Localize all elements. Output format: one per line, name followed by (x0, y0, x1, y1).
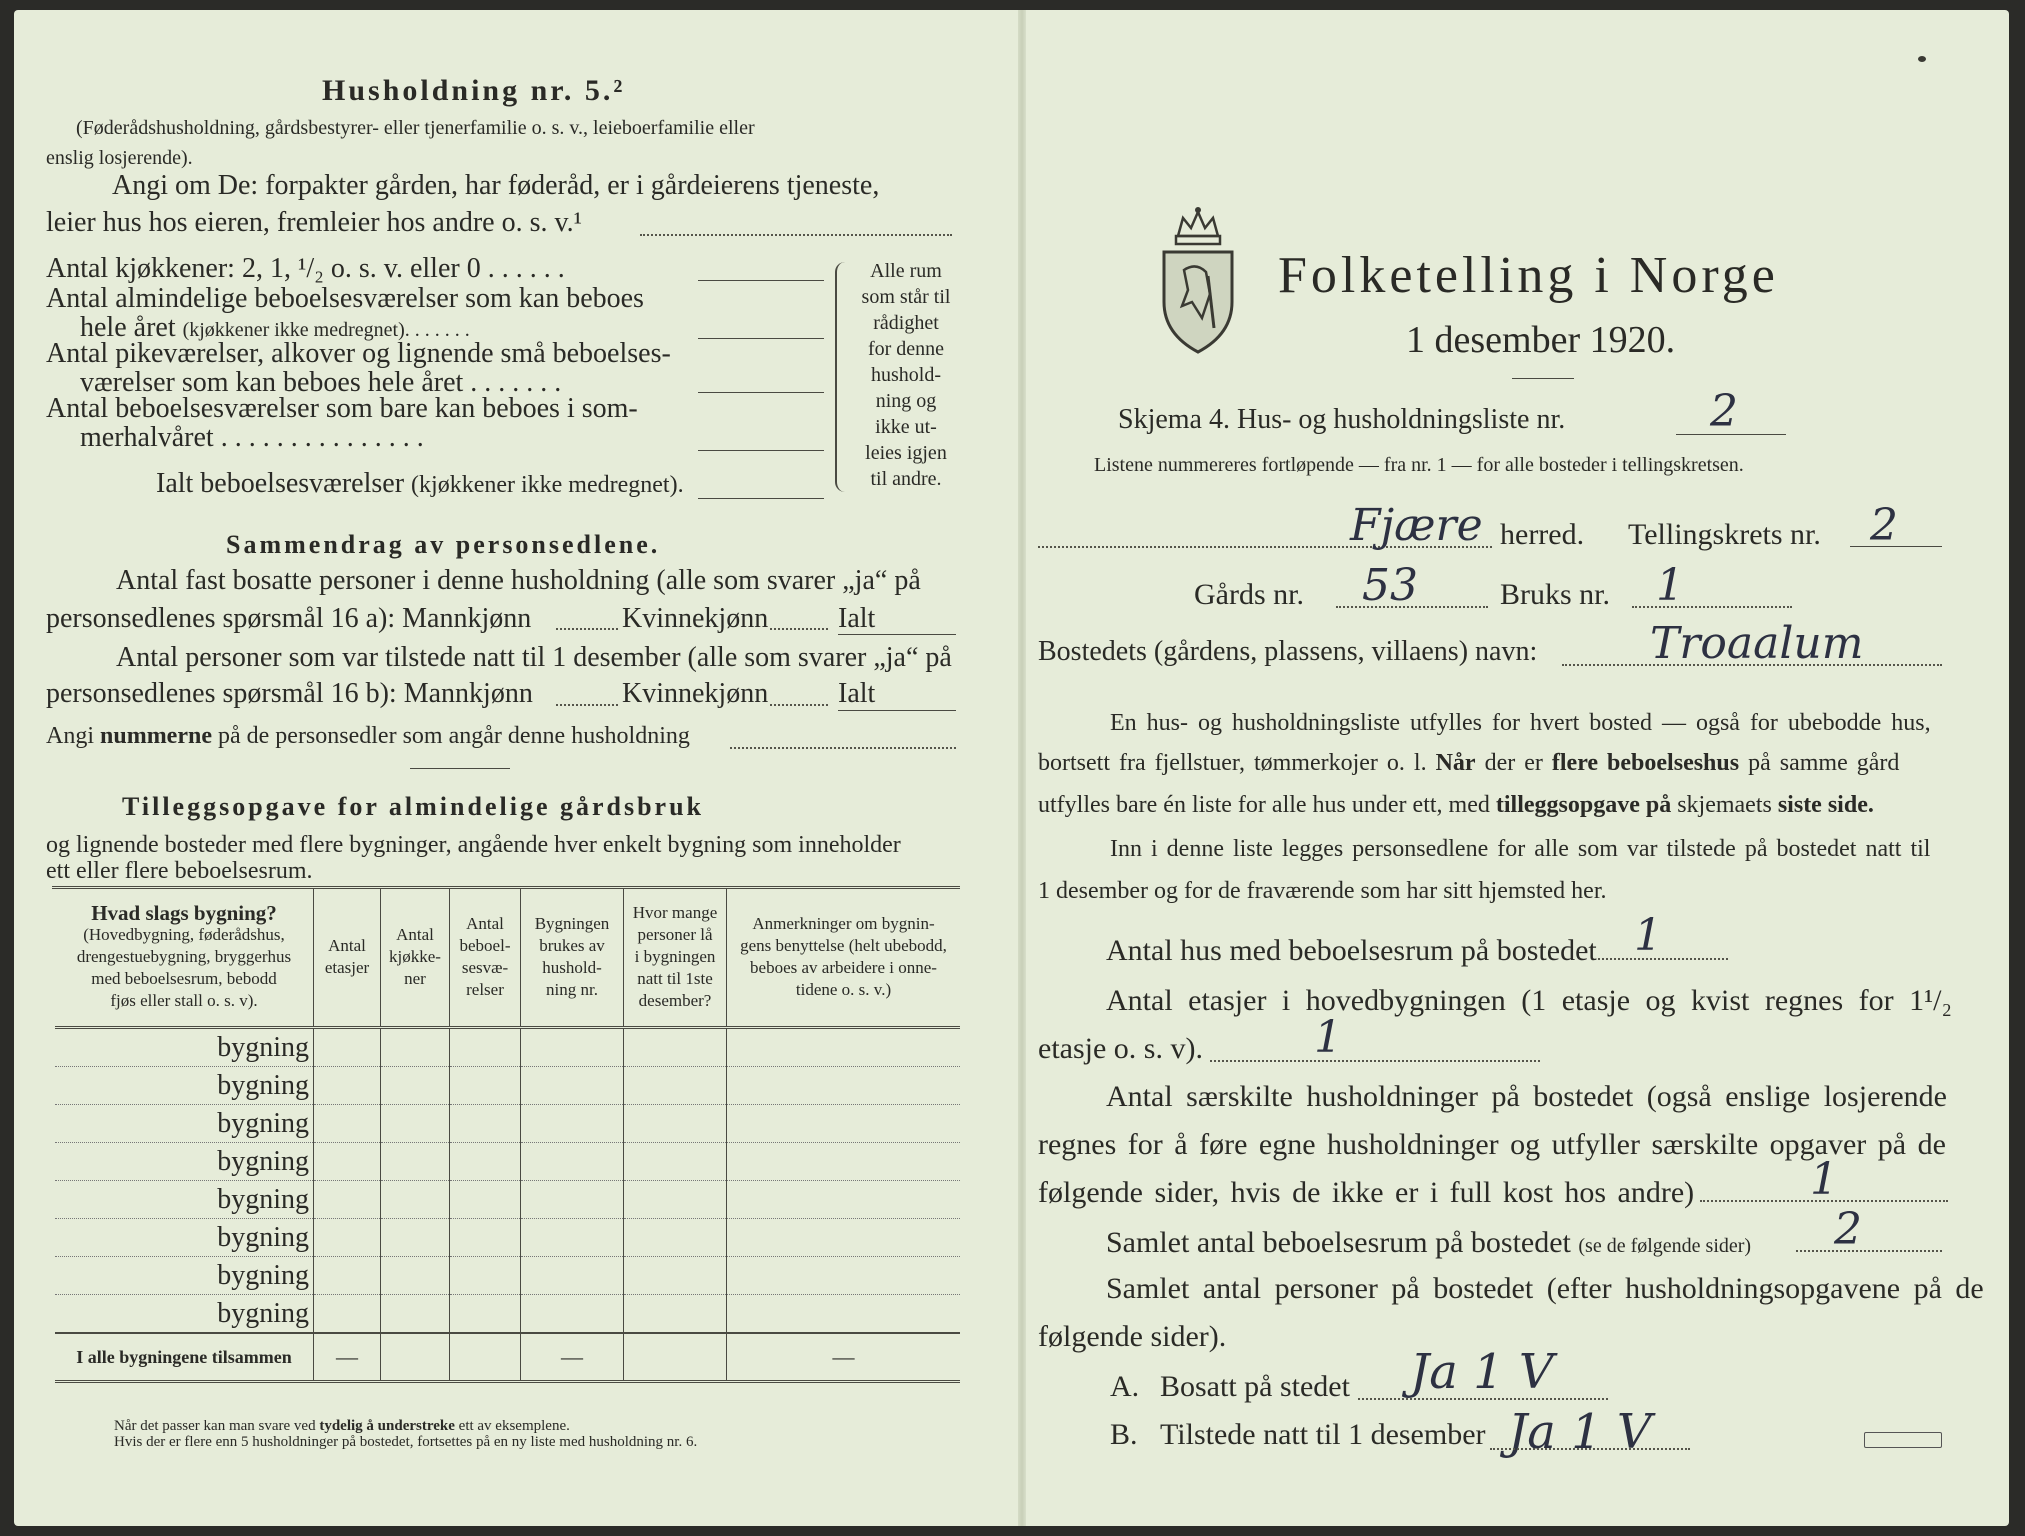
small-rooms-answer[interactable] (698, 392, 824, 393)
q-a-letter: A. (1110, 1370, 1140, 1403)
female-label-2: Kvinnekjønn (622, 678, 769, 709)
herred-label: herred. (1500, 518, 1585, 551)
q-persons-label-2: følgende sider). (1038, 1320, 1227, 1353)
q-rooms-value[interactable]: 2 (1834, 1204, 1862, 1255)
summary-line-4: personsedlenes spørsmål 16 b): Mannkjønn (46, 678, 533, 709)
gards-value[interactable]: 53 (1362, 560, 1418, 611)
table-row[interactable] (55, 1067, 960, 1105)
title-rule (1512, 378, 1574, 379)
row-label: bygning (55, 1257, 314, 1295)
q-households-label-2: regnes for å føre egne husholdninger og utfyller særskilte opgaver på de (1038, 1128, 1946, 1161)
male-resident-field[interactable] (556, 628, 618, 630)
angi-line-2: leier hus hos eieren, fremleier hos andre o. s. v.¹ (46, 207, 583, 238)
bostedet-label: Bostedets (gårdens, plassens, villaens) navn: (1038, 636, 1538, 667)
q-b-letter: B. (1110, 1418, 1138, 1451)
table-row[interactable] (55, 1143, 960, 1181)
q-b-label: Tilstede natt til 1 desember (1160, 1418, 1486, 1451)
form-date: 1 desember 1920. (1406, 319, 1676, 361)
household-title: Husholdning nr. 5.² (322, 74, 626, 107)
tellingskrets-line (1850, 546, 1942, 547)
bruks-label: Bruks nr. (1500, 578, 1611, 611)
total-label-1: Ialt (838, 603, 876, 634)
summer-rooms-label-2: merhalvåret . . . . . . . . . . . . . . . (80, 422, 424, 453)
rooms-label-2: hele året (kjøkkener ikke medregnet). . . . . . . (80, 312, 470, 343)
table-row[interactable] (55, 1181, 960, 1219)
table-row[interactable] (55, 1219, 960, 1257)
instr-line-3: utfylles bare én liste for alle hus under ett, med tilleggsopgave på skjemaets siste side. (1038, 792, 1874, 818)
brace (835, 262, 849, 492)
rooms-answer[interactable] (698, 338, 824, 339)
small-rooms-label-2: værelser som kan beboes hele året . . . . . . . (80, 367, 562, 398)
footnote-1: Når det passer kan man svare ved tydelig å understreke ett av eksemplene. (114, 1418, 570, 1434)
q-a-value[interactable]: Ja 1 V (1410, 1344, 1554, 1400)
row-label: bygning (55, 1067, 314, 1105)
summary-line-1: Antal fast bosatte personer i denne husholdning (alle som svarer „ja“ på (116, 565, 921, 596)
kitchens-answer[interactable] (698, 280, 824, 281)
total-rooms-label: Ialt beboelsesværelser (kjøkkener ikke medregnet). (156, 468, 684, 499)
total-floors-dash: — (314, 1333, 381, 1382)
total-row (55, 1333, 960, 1382)
instr-line-5: 1 desember og for de fraværende som har sitt hjemsted her. (1038, 878, 1607, 904)
row-label: bygning (55, 1219, 314, 1257)
bruks-line (1632, 606, 1792, 608)
norway-coat-of-arms-icon (1158, 206, 1238, 354)
printer-stamp (1864, 1432, 1942, 1448)
bostedet-line (1562, 664, 1942, 666)
list-number-value[interactable]: 2 (1710, 386, 1738, 437)
table-row[interactable] (55, 1028, 960, 1067)
total-remarks-dash: — (727, 1333, 961, 1382)
supplement-heading: Tilleggsopgave for almindelige gårdsbruk (122, 792, 705, 821)
col-rooms: Antal beboel- sesvæ- relser (450, 888, 521, 1028)
instr-line-4: Inn i denne liste legges personsedlene for alle som var tilstede på bostedet natt til (1110, 836, 1931, 862)
q-rooms-line (1796, 1250, 1942, 1252)
female-label-1: Kvinnekjønn (622, 603, 769, 634)
q-floors-value[interactable]: 1 (1314, 1012, 1342, 1063)
q-households-line (1700, 1200, 1948, 1202)
numbers-line: Angi nummerne på de personsedler som angår denne husholdning (46, 723, 690, 749)
gards-label: Gårds nr. (1194, 578, 1304, 611)
instr-line-2: bortsett fra fjellstuer, tømmerkojer o. l. Når der er flere beboelseshus på samme gård (1038, 750, 1900, 776)
q-houses-label: Antal hus med beboelsesrum på bostedet (1106, 934, 1597, 967)
ink-spot (1918, 56, 1926, 62)
row-label: bygning (55, 1105, 314, 1143)
q-households-label-1: Antal særskilte husholdninger på bostedet (også enslige losjerende (1106, 1080, 1947, 1113)
tellingskrets-label: Tellingskrets nr. (1628, 518, 1821, 551)
herred-value[interactable]: Fjære (1350, 500, 1483, 551)
q-rooms-label: Samlet antal beboelsesrum på bostedet (se de følgende sider) (1106, 1226, 1752, 1259)
col-household-nr: Bygningen brukes av hushold- ning nr. (521, 888, 624, 1028)
row-label: bygning (55, 1181, 314, 1219)
supplement-text-2: ett eller flere beboelsesrum. (46, 858, 313, 884)
gards-line (1336, 606, 1488, 608)
total-rooms-answer[interactable] (698, 498, 824, 499)
summary-line-2: personsedlenes spørsmål 16 a): Mannkjønn (46, 603, 532, 634)
skjema-label: Skjema 4. Hus- og husholdningsliste nr. (1118, 404, 1566, 435)
total-row-label: I alle bygningene tilsammen (55, 1333, 314, 1382)
buildings-table (55, 888, 960, 1383)
q-floors-label-2: etasje o. s. v). (1038, 1032, 1203, 1065)
angi-line-1: Angi om De: forpakter gården, har føderåd, er i gårdeierens tjeneste, (112, 170, 880, 201)
rooms-label-1: Antal almindelige beboelsesværelser som kan beboes (46, 283, 644, 314)
table-top-rule (52, 886, 960, 889)
table-row[interactable] (55, 1295, 960, 1334)
total-label-2: Ialt (838, 678, 876, 709)
tellingskrets-value[interactable]: 2 (1870, 500, 1898, 551)
q-floors-label-1: Antal etasjer i hovedbygningen (1 etasje og kvist regnes for 1¹/₂ (1106, 984, 1952, 1017)
table-row[interactable] (55, 1105, 960, 1143)
q-a-label: Bosatt på stedet (1160, 1370, 1350, 1403)
total-resident-field[interactable] (838, 634, 956, 635)
female-present-field[interactable] (770, 704, 828, 706)
list-number-line (1676, 434, 1786, 435)
q-a-line (1358, 1398, 1608, 1400)
side-note: Alle rum som står til rådighet for denne hushold- ning og ikke ut- leies igjen til andre. (861, 260, 951, 490)
row-label: bygning (55, 1028, 314, 1067)
col-remarks: Anmerkninger om bygnin- gens benyttelse (helt ubebodd, beboes av arbeidere i onne- tidene o. s. v.) (727, 888, 961, 1028)
summary-heading: Sammendrag av personsedlene. (226, 530, 661, 559)
q-persons-label-1: Samlet antal personer på bostedet (efter husholdningsopgavene på de (1106, 1272, 1984, 1305)
q-households-label-3: følgende sider, hvis de ikke er i full kost hos andre) (1038, 1176, 1695, 1209)
total-household-dash: — (521, 1333, 624, 1382)
household-intro-2: enslig losjerende). (46, 147, 193, 169)
male-present-field[interactable] (556, 704, 618, 706)
col-kitchens: Antal kjøkke- ner (381, 888, 450, 1028)
page-fold (1018, 10, 1026, 1526)
summary-line-3: Antal personer som var tilstede natt til 1 desember (alle som svarer „ja“ på (116, 642, 952, 673)
col-building-type: Hvad slags bygning? (Hovedbygning, føderådshus, drengestuebygning, bryggerhus med beboelsesrum, bebodd fjøs eller stall o. s. v). (55, 888, 314, 1028)
form-title: Folketelling i Norge (1278, 247, 1779, 304)
table-row[interactable] (55, 1257, 960, 1295)
separator-left (410, 768, 510, 769)
summer-rooms-label-1: Antal beboelsesværelser som bare kan beboes i som- (46, 393, 638, 424)
row-label: bygning (55, 1143, 314, 1181)
bruks-value[interactable]: 1 (1656, 560, 1684, 611)
col-persons: Hvor mange personer lå i bygningen natt til 1ste desember? (624, 888, 727, 1028)
numbers-field[interactable] (730, 747, 956, 749)
angi-answer-line[interactable] (640, 234, 952, 236)
small-rooms-label-1: Antal pikeværelser, alkover og lignende små beboelses- (46, 338, 671, 369)
numbering-note: Listene nummereres fortløpende — fra nr. 1 — for alle bosteder i tellingskretsen. (1094, 454, 1744, 476)
bostedet-value[interactable]: Troaalum (1650, 618, 1864, 669)
supplement-text-1: og lignende bosteder med flere bygninger, angående hver enkelt bygning som inneholder (46, 832, 901, 858)
kitchens-label: Antal kjøkkener: 2, 1, ¹/₂ o. s. v. eller 0 . . . . . . (46, 253, 565, 284)
q-b-value[interactable]: Ja 1 V (1508, 1404, 1652, 1460)
q-b-line (1490, 1448, 1690, 1450)
summer-rooms-answer[interactable] (698, 450, 824, 451)
household-intro: (Føderådshusholdning, gårdsbestyrer- eller tjenerfamilie o. s. v., leieboerfamilie eller (76, 117, 755, 139)
col-floors: Antal etasjer (314, 888, 381, 1028)
female-resident-field[interactable] (770, 628, 828, 630)
q-households-value[interactable]: 1 (1810, 1154, 1838, 1205)
q-floors-line (1210, 1060, 1540, 1062)
q-houses-line (1598, 958, 1728, 960)
footnote-2: Hvis der er flere enn 5 husholdninger på bostedet, fortsettes på en ny liste med husholdning nr. 6. (114, 1434, 698, 1450)
total-present-field[interactable] (838, 710, 956, 711)
q-houses-value[interactable]: 1 (1634, 910, 1662, 961)
instr-line-1: En hus- og husholdningsliste utfylles for hvert bosted — også for ubebodde hus, (1110, 710, 1931, 736)
row-label: bygning (55, 1295, 314, 1334)
